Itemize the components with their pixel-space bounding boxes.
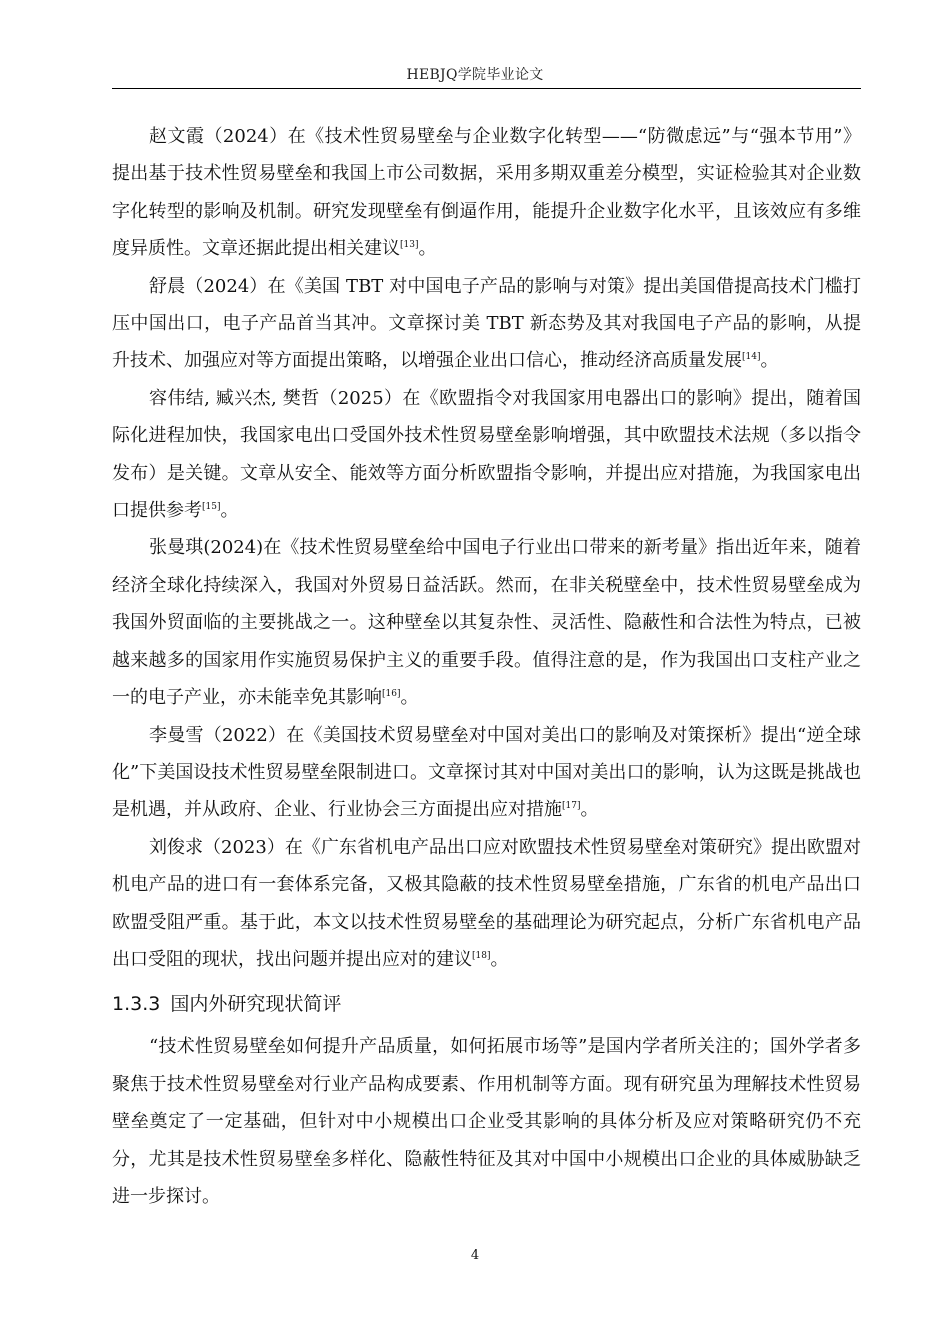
header-divider bbox=[112, 88, 861, 89]
page-number: 4 bbox=[470, 1248, 480, 1263]
paragraph-review-summary: “技术性贸易壁垒如何提升产品质量，如何拓展市场等”是国内学者所关注的；国外学者多聚焦于技术性贸易壁垒对行业产品构成要素、作用机制等方面。现有研究虽为理解技术性贸易壁垒奠定了一定基础，但针对中小规模出口企业受其影响的具体分析及应对策略研究仍不充分，尤其是技术性贸易壁垒多样化、隐蔽性特征及其对中国中小规模出口企业的具体威胁缺乏进一步探讨。 bbox=[112, 1036, 861, 1207]
paragraph-liu-junqiu: 刘俊求（2023）在《广东省机电产品出口应对欧盟技术性贸易壁垒对策研究》提出欧盟对机电产品的进口有一套体系完备，又极其隐蔽的技术性贸易壁垒措施，广东省的机电产品出口欧盟受阻严重。基于此，本文以技术性贸易壁垒的基础理论为研究起点，分析广东省机电产品出口受阻的现状，找出问题并提出应对的建议[18]。 bbox=[112, 836, 861, 970]
paragraph-shu-chen: 舒晨（2024）在《美国 TBT 对中国电子产品的影响与对策》提出美国借提高技术门槛打压中国出口，电子产品首当其冲。文章探讨美 TBT 新态势及其对我国电子产品的影响，从提升技术、加强应对等方面提出策略，以增强企业出口信心，推动经济高质量发展[14]。 bbox=[112, 275, 861, 372]
page-body bbox=[112, 118, 861, 1215]
section-number: 1.3.3 bbox=[112, 993, 161, 1016]
section-heading bbox=[112, 986, 861, 1022]
citation-ref[interactable]: [13] bbox=[400, 240, 419, 251]
citation-ref[interactable]: [18] bbox=[472, 950, 491, 961]
citation-ref[interactable]: [14] bbox=[742, 352, 761, 363]
paragraph-li-manxue: 李曼雪（2022）在《美国技术贸易壁垒对中国对美出口的影响及对策探析》提出“逆全球化”下美国设技术性贸易壁垒限制进口。文章探讨其对中国对美出口的影响，认为这既是挑战也是机遇，并从政府、企业、行业协会三方面提出应对措施[17]。 bbox=[112, 724, 861, 821]
paragraph-rong-weijie: 容伟结, 臧兴杰, 樊哲（2025）在《欧盟指令对我国家用电器出口的影响》提出，随着国际化进程加快，我国家电出口受国外技术性贸易壁垒影响增强，其中欧盟技术法规（多以指令发布）是关键。文章从安全、能效等方面分析欧盟指令影响，并提出应对措施，为我国家电出口提供参考[15]。 bbox=[112, 387, 861, 522]
section-title: 国内外研究现状简评 bbox=[170, 993, 342, 1016]
citation-ref[interactable]: [15] bbox=[202, 502, 221, 513]
running-header: HEBJQ学院毕业论文 bbox=[406, 67, 544, 83]
citation-ref[interactable]: [17] bbox=[562, 801, 581, 812]
paragraph-zhang-manqi: 张曼琪(2024)在《技术性贸易壁垒给中国电子行业出口带来的新考量》指出近年来，随着经济全球化持续深入，我国对外贸易日益活跃。然而，在非关税壁垒中，技术性贸易壁垒成为我国外贸面临的主要挑战之一。这种壁垒以其复杂性、灵活性、隐蔽性和合法性为特点，已被越来越多的国家用作实施贸易保护主义的重要手段。值得注意的是，作为我国出口支柱产业之一的电子产业，亦未能幸免其影响[16]。 bbox=[112, 537, 861, 709]
paragraph-zhao-wenxia: 赵文霞（2024）在《技术性贸易壁垒与企业数字化转型——“防微虑远”与“强本节用”》提出基于技术性贸易壁垒和我国上市公司数据，采用多期双重差分模型，实证检验其对企业数字化转型的影响及机制。研究发现壁垒有倒逼作用，能提升企业数字化水平，且该效应有多维度异质性。文章还据此提出相关建议[13]。 bbox=[112, 126, 861, 260]
citation-ref[interactable]: [16] bbox=[382, 689, 401, 700]
